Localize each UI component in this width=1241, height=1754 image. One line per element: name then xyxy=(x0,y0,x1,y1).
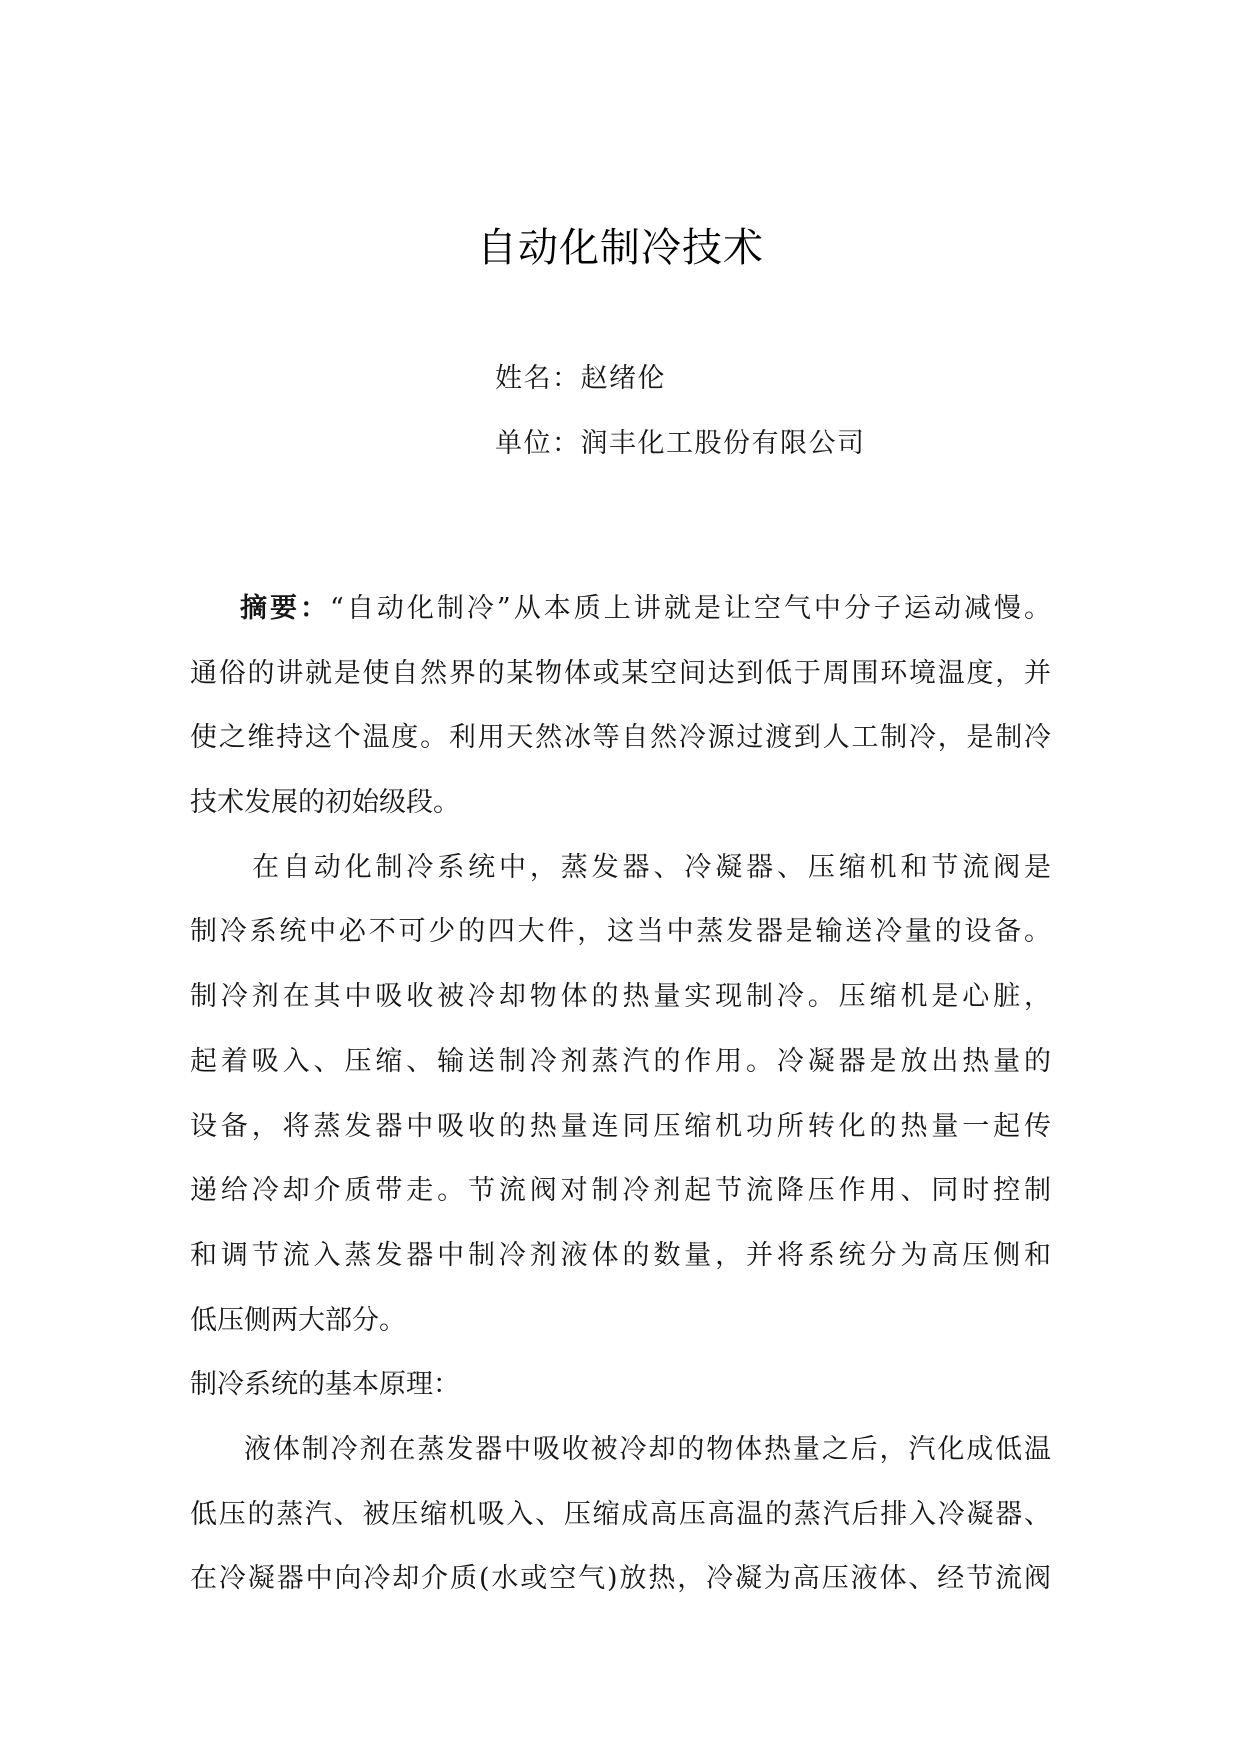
text-line: 通俗的讲就是使自然界的某物体或某空间达到低于周围环境温度，并 xyxy=(190,657,1051,689)
affiliation-name: 润丰化工股份有限公司 xyxy=(580,428,866,459)
author-label: 姓名： xyxy=(495,363,581,394)
abstract-text: “自动化制冷”从本质上讲就是让空气中分子运动减慢。 xyxy=(330,593,1051,624)
abstract-label: 摘要： xyxy=(240,593,331,624)
paragraph xyxy=(190,1418,1051,1612)
text-line: 起着吸入、压缩、输送制冷剂蒸汽的作用。冷凝器是放出热量的 xyxy=(190,1045,1051,1077)
text-line: 使之维持这个温度。利用天然冰等自然冷源过渡到人工制冷，是制冷 xyxy=(190,722,1051,754)
text-line: 低压侧两大部分。 xyxy=(190,1304,406,1336)
text-line: 制冷剂在其中吸收被冷却物体的热量实现制冷。压缩机是心脏， xyxy=(190,981,1051,1013)
text-line xyxy=(190,577,1051,642)
affiliation-label: 单位： xyxy=(495,428,581,459)
text-line: 在冷凝器中向冷却介质(水或空气)放热，冷凝为高压液体、经节流阀 xyxy=(190,1563,1051,1595)
author-info xyxy=(495,346,866,476)
text-line: 技术发展的初始级段。 xyxy=(190,787,460,819)
abstract-paragraph xyxy=(190,577,1051,836)
text-line: 液体制冷剂在蒸发器中吸收被冷却的物体热量之后，汽化成低温 xyxy=(244,1433,1051,1465)
paragraph xyxy=(190,836,1051,1354)
affiliation-line xyxy=(495,411,866,476)
text-line: 制冷系统中必不可少的四大件，这当中蒸发器是输送冷量的设备。 xyxy=(190,916,1051,948)
document-body xyxy=(190,577,1051,1612)
text-line: 低压的蒸汽、被压缩机吸入、压缩成高压高温的蒸汽后排入冷凝器、 xyxy=(190,1498,1051,1530)
section-heading: 制冷系统的基本原理： xyxy=(190,1369,460,1401)
author-line xyxy=(495,346,866,411)
text-line: 递给冷却介质带走。节流阀对制冷剂起节流降压作用、同时控制 xyxy=(190,1175,1051,1207)
text-line: 在自动化制冷系统中，蒸发器、冷凝器、压缩机和节流阀是 xyxy=(252,851,1051,883)
author-name: 赵绪伦 xyxy=(580,363,666,394)
text-line: 和调节流入蒸发器中制冷剂液体的数量，并将系统分为高压侧和 xyxy=(190,1239,1051,1271)
document-title: 自动化制冷技术 xyxy=(477,225,764,271)
text-line: 设备，将蒸发器中吸收的热量连同压缩机功所转化的热量一起传 xyxy=(190,1110,1051,1142)
